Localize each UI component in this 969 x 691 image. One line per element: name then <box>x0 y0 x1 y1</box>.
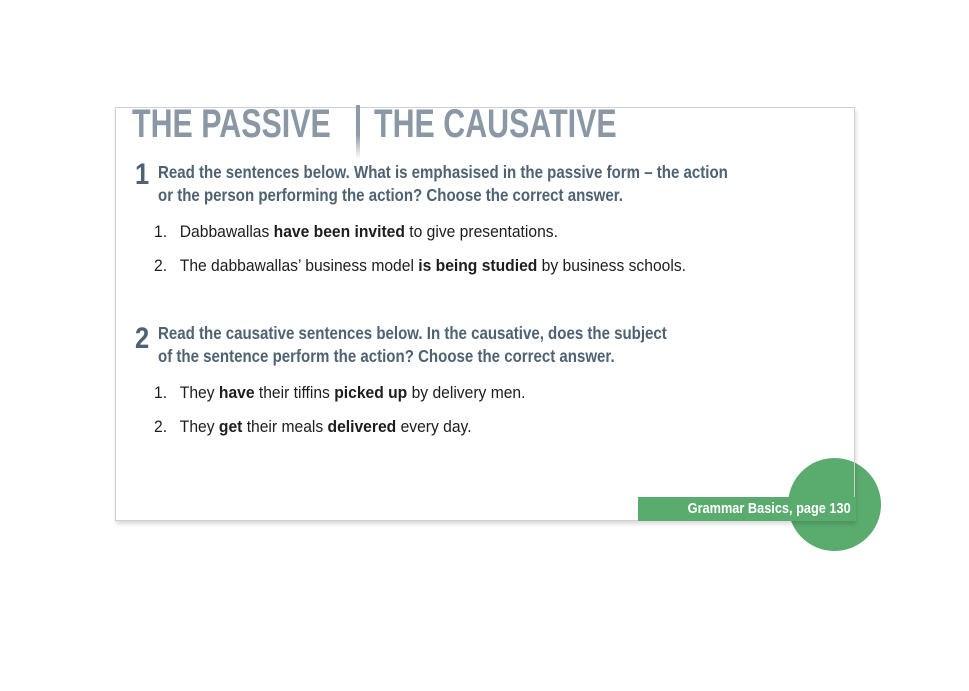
exercise-2-sentence-2 <box>154 417 472 437</box>
page-title-passive: THE PASSIVE <box>132 102 331 146</box>
sentence-ordinal: 1. <box>154 222 168 241</box>
sentence-ordinal: 2. <box>154 256 168 275</box>
exercise-1-instruction: Read the sentences below. What is emphasised in the passive form – the action or the person performing the action? Choose the correct answer. <box>158 162 728 205</box>
worksheet-card <box>115 102 855 521</box>
page-title-causative: THE CAUSATIVE <box>374 102 617 146</box>
sentence-text: They have their tiffins picked up by delivery men. <box>179 383 526 402</box>
sentence-ordinal: 2. <box>154 417 168 436</box>
exercise-1-number: 1 <box>135 158 150 191</box>
exercise-2-number: 2 <box>135 322 150 355</box>
exercise-2-sentence-1 <box>154 383 525 403</box>
grammar-basics-reference-label: Grammar Basics, page 130 <box>687 500 851 517</box>
exercise-1-sentence-2 <box>154 256 686 276</box>
title-divider <box>356 105 360 159</box>
exercise-1-sentence-1 <box>154 222 558 242</box>
grammar-basics-reference-tab <box>638 497 856 521</box>
sentence-text: The dabbawallas’ business model is being studied by business schools. <box>179 256 686 275</box>
exercise-2-instruction: Read the causative sentences below. In the causative, does the subject of the sentence perform the action? Choose the correct answer. <box>158 323 667 366</box>
sentence-text: Dabbawallas have been invited to give presentations. <box>179 222 558 241</box>
sentence-text: They get their meals delivered every day. <box>179 417 472 436</box>
sentence-ordinal: 1. <box>154 383 168 402</box>
